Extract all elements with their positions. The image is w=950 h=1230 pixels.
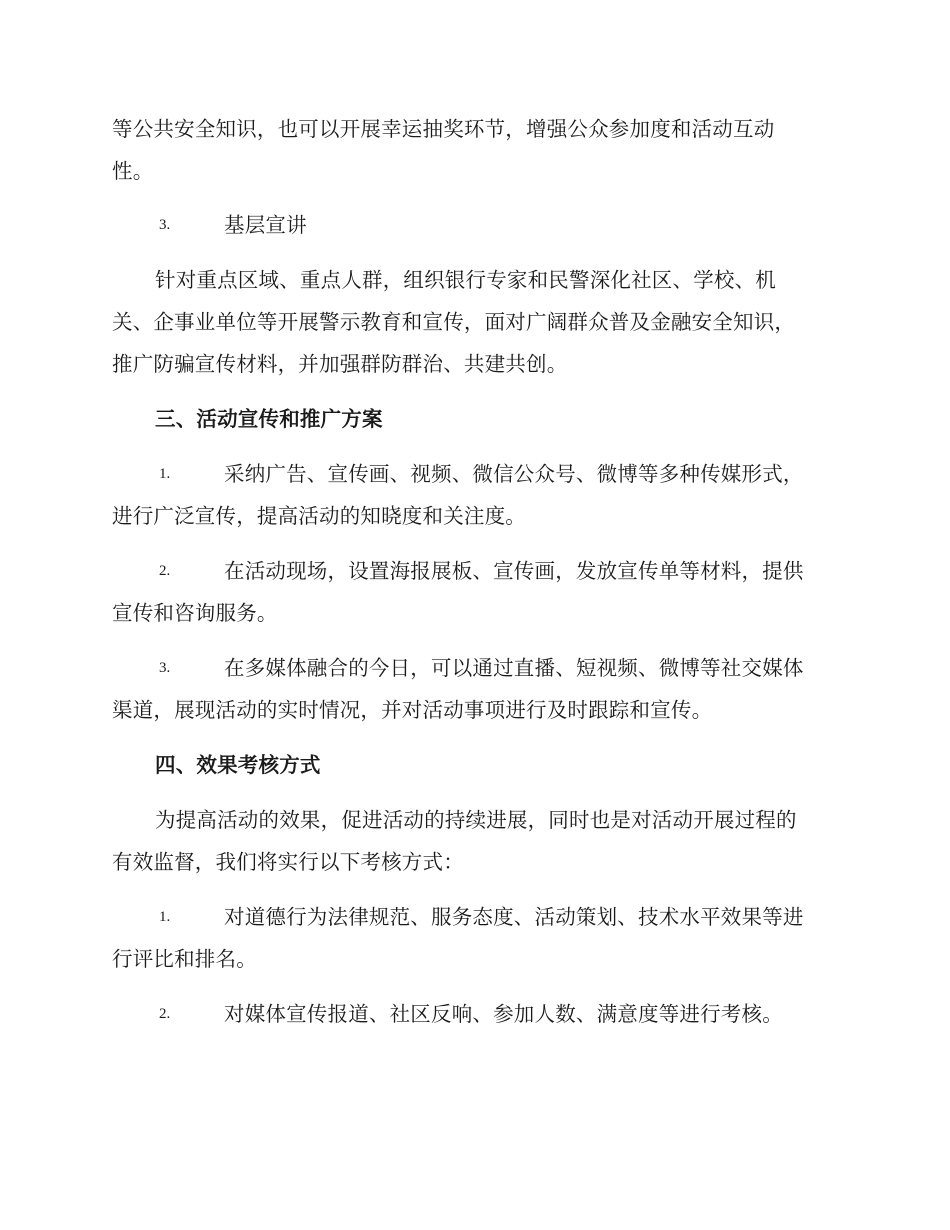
section-heading: 四、效果考核方式 (155, 753, 321, 777)
section-heading: 三、活动宣传和推广方案 (155, 407, 383, 431)
list-number: 1. (159, 909, 171, 925)
list-item-line: 渠道，展现活动的实时情况，并对活动事项进行及时跟踪和宣传。 (112, 698, 713, 722)
list-number: 2. (159, 1006, 171, 1022)
list-number: 3. (159, 660, 171, 676)
list-item-line: 采纳广告、宣传画、视频、微信公众号、微博等多种传媒形式， (224, 462, 804, 486)
paragraph-line: 等公共安全知识，也可以开展幸运抽奖环节，增强公众参加度和活动互动 (112, 117, 775, 141)
list-item-line: 对媒体宣传报道、社区反响、参加人数、满意度等进行考核。 (224, 1002, 783, 1026)
paragraph-line: 关、企事业单位等开展警示教育和宣传，面对广阔群众普及金融安全知识， (112, 310, 796, 334)
paragraph-line: 性。 (112, 159, 154, 183)
list-item-line: 在多媒体融合的今日，可以通过直播、短视频、微博等社交媒体 (224, 656, 804, 680)
list-item-line: 进行广泛宣传，提高活动的知晓度和关注度。 (112, 504, 526, 528)
paragraph-line: 针对重点区域、重点人群，组织银行专家和民警深化社区、学校、机 (155, 268, 776, 292)
list-item-line: 在活动现场，设置海报展板、宣传画，发放宣传单等材料，提供 (224, 559, 804, 583)
list-item-title: 基层宣讲 (224, 213, 307, 237)
paragraph-line: 为提高活动的效果，促进活动的持续进展，同时也是对活动开展过程的 (155, 808, 797, 832)
list-item-line: 对道德行为法律规范、服务态度、活动策划、技术水平效果等进 (224, 905, 804, 929)
paragraph-line: 推广防骗宣传材料，并加强群防群治、共建共创。 (112, 352, 568, 376)
list-number: 3. (159, 217, 171, 233)
list-item-line: 行评比和排名。 (112, 947, 257, 971)
list-number: 2. (159, 563, 171, 579)
list-item-line: 宣传和咨询服务。 (112, 601, 278, 625)
paragraph-line: 有效监督，我们将实行以下考核方式： (112, 850, 464, 874)
list-number: 1. (159, 466, 171, 482)
